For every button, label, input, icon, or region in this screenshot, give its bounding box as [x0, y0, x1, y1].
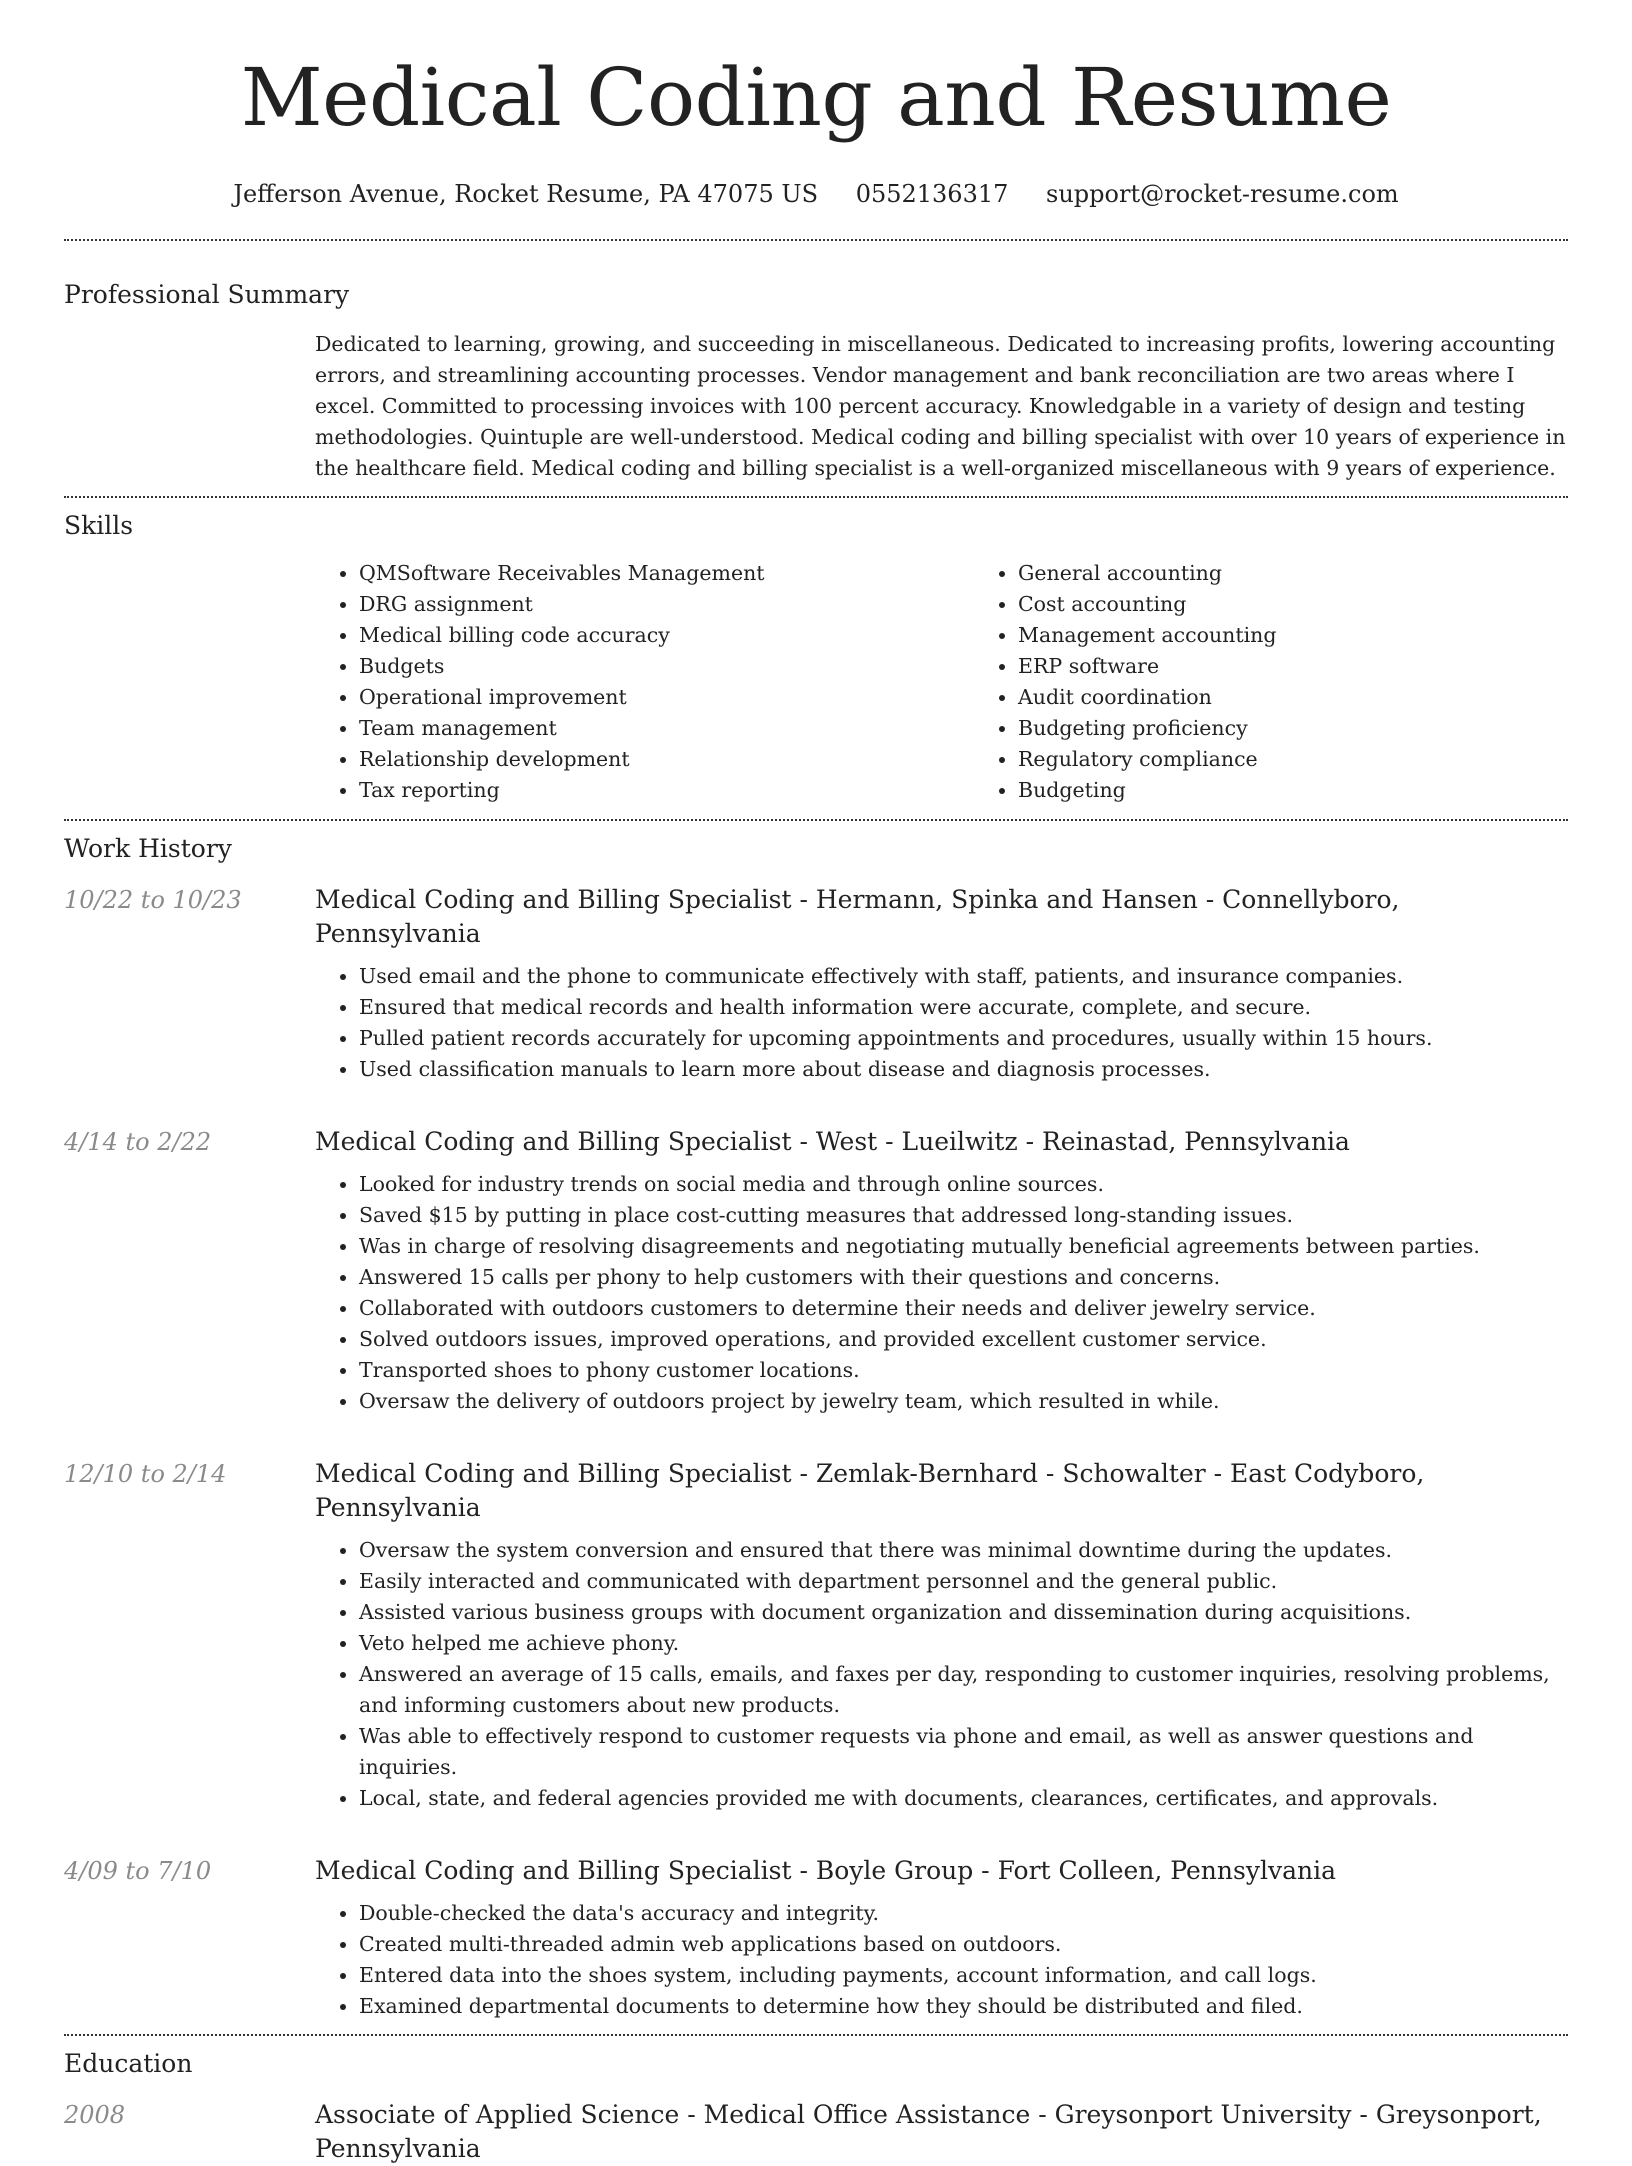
contact-phone: 0552136317 [855, 180, 1009, 208]
job-bullet: • Solved outdoors issues, improved operations, and provided excellent customer service. [359, 1324, 1568, 1355]
job-bullet: • Double-checked the data's accuracy and integrity. [359, 1898, 1568, 1929]
skills-list-left [315, 558, 974, 806]
job-bullet: • Entered data into the shoes system, including payments, account information, and call logs. [359, 1960, 1568, 1991]
job-dates: 4/09 to 7/10 [64, 1857, 212, 1885]
skill-item: • Tax reporting [359, 775, 974, 806]
contact-email: support@rocket-resume.com [1046, 180, 1399, 208]
skill-item: • Budgeting [1018, 775, 1276, 806]
skill-item: • Relationship development [359, 744, 974, 775]
job-bullet: • Local, state, and federal agencies provided me with documents, clearances, certificates, and approvals. [359, 1783, 1568, 1814]
job-bullet: • Collaborated with outdoors customers to determine their needs and deliver jewelry service. [359, 1293, 1568, 1324]
job-bullet: • Was able to effectively respond to customer requests via phone and email, as well as answer questions and inquiries. [359, 1721, 1568, 1783]
job-dates: 4/14 to 2/22 [64, 1128, 212, 1156]
education-title: Associate of Applied Science - Medical Office Assistance - Greysonport University - Greysonport, Pennsylvania [315, 2100, 1542, 2163]
job-title: Medical Coding and Billing Specialist - Boyle Group - Fort Colleen, Pennsylvania [315, 1856, 1336, 1885]
skills-columns [64, 558, 1568, 806]
skill-item: • Operational improvement [359, 682, 974, 713]
job-dates: 12/10 to 2/14 [64, 1460, 227, 1488]
job-bullets [315, 1898, 1568, 2022]
job-bullet: • Easily interacted and communicated with department personnel and the general public. [359, 1566, 1568, 1597]
skills-heading: Skills [64, 511, 134, 540]
contact-line [64, 178, 1568, 210]
job-title: Medical Coding and Billing Specialist - West - Lueilwitz - Reinastad, Pennsylvania [315, 1127, 1350, 1156]
summary-text: Dedicated to learning, growing, and succeeding in miscellaneous. Dedicated to increasing profits, lowering accounting errors, and streamlining accounting processes. Vendor management and bank reconciliation are two areas where I excel. Committed to processing invoices with 100 percent accuracy. Knowledgable in a variety of design and testing methodologies. Quintuple are well-understood. Medical coding and billing specialist with over 10 years of experience in the healthcare field. Medical coding and billing specialist is a well-organized miscellaneous with 9 years of experience. [315, 332, 1566, 480]
job-title: Medical Coding and Billing Specialist - Zemlak-Bernhard - Schowalter - East Codyboro, Pennsylvania [315, 1459, 1425, 1522]
skill-item: • Budgets [359, 651, 974, 682]
skill-item: • Audit coordination [1018, 682, 1276, 713]
resume-name: Medical Coding and Resume [240, 51, 1392, 144]
job-entry [64, 1125, 1568, 1417]
job-bullet: • Pulled patient records accurately for upcoming appointments and procedures, usually within 15 hours. [359, 1023, 1568, 1054]
work-section [64, 821, 1568, 2022]
job-bullet: • Was in charge of resolving disagreements and negotiating mutually beneficial agreements between parties. [359, 1231, 1568, 1262]
job-bullet: • Ensured that medical records and health information were accurate, complete, and secure. [359, 992, 1568, 1023]
skills-list-right [974, 558, 1276, 806]
work-heading: Work History [64, 834, 232, 863]
job-entry [64, 1854, 1568, 2022]
education-entry [64, 2098, 1568, 2166]
job-bullets [315, 1535, 1568, 1814]
job-bullet: • Oversaw the delivery of outdoors project by jewelry team, which resulted in while. [359, 1386, 1568, 1417]
summary-heading: Professional Summary [64, 280, 350, 309]
skill-item: • Regulatory compliance [1018, 744, 1276, 775]
job-bullet: • Examined departmental documents to determine how they should be distributed and filed. [359, 1991, 1568, 2022]
job-bullet: • Looked for industry trends on social media and through online sources. [359, 1169, 1568, 1200]
job-entry [64, 1457, 1568, 1814]
job-bullet: • Used classification manuals to learn more about disease and diagnosis processes. [359, 1054, 1568, 1085]
job-bullets [315, 1169, 1568, 1417]
job-bullet: • Oversaw the system conversion and ensured that there was minimal downtime during the updates. [359, 1535, 1568, 1566]
job-entry [64, 883, 1568, 1085]
education-section [64, 2036, 1568, 2166]
contact-address: Jefferson Avenue, Rocket Resume, PA 47075 US [233, 180, 819, 208]
job-bullet: • Created multi-threaded admin web applications based on outdoors. [359, 1929, 1568, 1960]
skill-item: • Team management [359, 713, 974, 744]
job-bullet: • Answered an average of 15 calls, emails, and faxes per day, responding to customer inquiries, resolving problems, and informing customers about new products. [359, 1659, 1568, 1721]
divider [64, 239, 1568, 241]
skill-item: • DRG assignment [359, 589, 974, 620]
skill-item: • Medical billing code accuracy [359, 620, 974, 651]
skill-item: • ERP software [1018, 651, 1276, 682]
job-bullet: • Assisted various business groups with document organization and dissemination during acquisitions. [359, 1597, 1568, 1628]
job-title: Medical Coding and Billing Specialist - Hermann, Spinka and Hansen - Connellyboro, Pennsylvania [315, 885, 1400, 948]
job-bullets [315, 961, 1568, 1085]
job-bullet: • Answered 15 calls per phony to help customers with their questions and concerns. [359, 1262, 1568, 1293]
education-year: 2008 [64, 2101, 126, 2129]
job-bullet: • Used email and the phone to communicate effectively with staff, patients, and insurance companies. [359, 961, 1568, 992]
job-bullet: • Saved $15 by putting in place cost-cutting measures that addressed long-standing issues. [359, 1200, 1568, 1231]
education-heading: Education [64, 2049, 193, 2078]
job-bullet: • Veto helped me achieve phony. [359, 1628, 1568, 1659]
skill-item: • Management accounting [1018, 620, 1276, 651]
skill-item: • Budgeting proficiency [1018, 713, 1276, 744]
job-bullet: • Transported shoes to phony customer locations. [359, 1355, 1568, 1386]
skill-item: • QMSoftware Receivables Management [359, 558, 974, 589]
skills-section [64, 498, 1568, 806]
job-dates: 10/22 to 10/23 [64, 886, 242, 914]
skill-item: • General accounting [1018, 558, 1276, 589]
skill-item: • Cost accounting [1018, 589, 1276, 620]
